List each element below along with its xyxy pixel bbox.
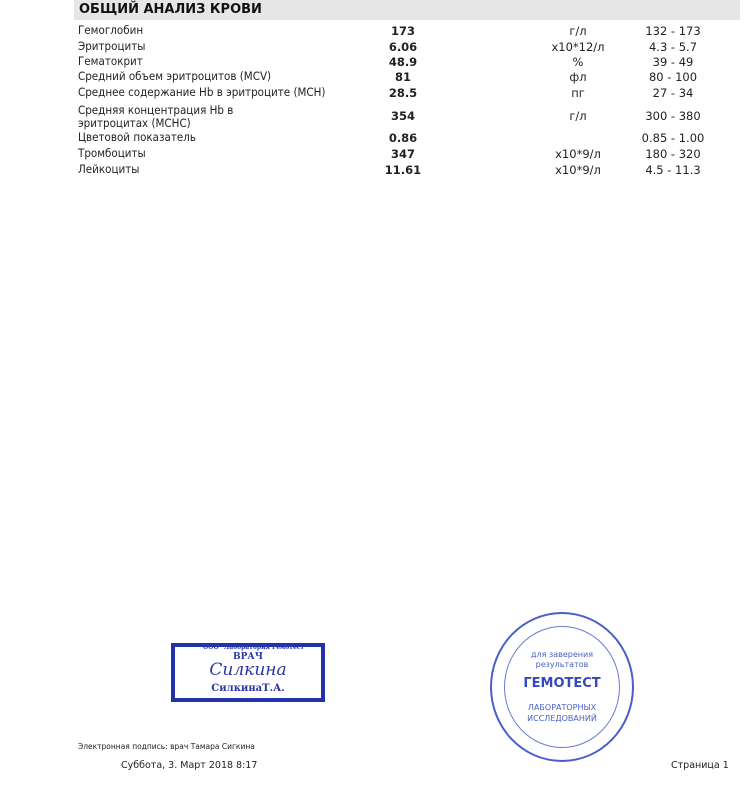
cell-name: Гематокрит xyxy=(78,54,143,68)
cell-name: Эритроциты xyxy=(78,39,146,53)
cell-unit: г/л xyxy=(569,24,587,38)
stamp-name: СилкинаТ.А. xyxy=(211,683,285,694)
cell-range: 300 - 380 xyxy=(645,109,701,123)
cell-range: 4.5 - 11.3 xyxy=(645,163,701,177)
cell-value: 28.5 xyxy=(388,86,418,100)
seal-brand: ГЕМОТЕСТ xyxy=(523,676,601,691)
seal-bottom: ЛАБОРАТОРНЫХ ИССЛЕДОВАНИЙ xyxy=(527,703,597,723)
cell-range: 27 - 34 xyxy=(652,86,694,100)
stamp-signature: Силкина xyxy=(209,660,287,680)
cell-value: 81 xyxy=(394,70,411,84)
cell-unit: % xyxy=(572,55,584,69)
cell-range: 180 - 320 xyxy=(645,147,701,161)
lab-seal xyxy=(490,612,634,762)
stamp-role: ВРАЧ xyxy=(233,652,263,662)
cell-value: 347 xyxy=(390,147,415,161)
cell-unit: x10*12/л xyxy=(551,40,605,54)
cell-unit: x10*9/л xyxy=(555,163,601,177)
cell-name: Гемоглобин xyxy=(78,23,144,37)
cell-unit: x10*9/л xyxy=(555,147,601,161)
cell-name: Среднее содержание Hb в эритроците (MCH) xyxy=(78,85,326,99)
cell-range: 132 - 173 xyxy=(645,24,701,38)
cell-value: 173 xyxy=(390,24,415,38)
doctor-stamp xyxy=(171,643,325,702)
cell-value: 6.06 xyxy=(388,40,418,54)
seal-top: для заверения результатов xyxy=(530,650,594,669)
cell-name: Средний объем эритроцитов (MCV) xyxy=(78,69,272,83)
print-date: Суббота, 3. Март 2018 8:17 xyxy=(121,760,258,771)
cell-name: Цветовой показатель xyxy=(78,130,196,144)
stamp-org: ООО "Лаборатория Гемотест" xyxy=(203,644,308,651)
cell-name: Тромбоциты xyxy=(78,146,146,160)
cell-unit: фл xyxy=(569,70,587,84)
cell-unit: г/л xyxy=(569,109,587,123)
cell-name: Лейкоциты xyxy=(78,162,140,176)
page-number: Страница 1 xyxy=(671,760,729,771)
cell-range: 0.85 - 1.00 xyxy=(641,131,705,145)
cell-value: 354 xyxy=(390,109,415,123)
cell-range: 39 - 49 xyxy=(652,55,694,69)
cell-range: 4.3 - 5.7 xyxy=(648,40,698,54)
cell-name: Средняя концентрация Hb в эритроцитах (MCHC) xyxy=(78,103,234,130)
cell-value: 48.9 xyxy=(388,55,418,69)
section-title: ОБЩИЙ АНАЛИЗ КРОВИ xyxy=(74,0,740,20)
cell-range: 80 - 100 xyxy=(648,70,698,84)
cell-unit: пг xyxy=(571,86,585,100)
electronic-signature: Электронная подпись: врач Тамара Сигкина xyxy=(78,742,255,751)
cell-value: 11.61 xyxy=(384,163,422,177)
cell-value: 0.86 xyxy=(388,131,418,145)
